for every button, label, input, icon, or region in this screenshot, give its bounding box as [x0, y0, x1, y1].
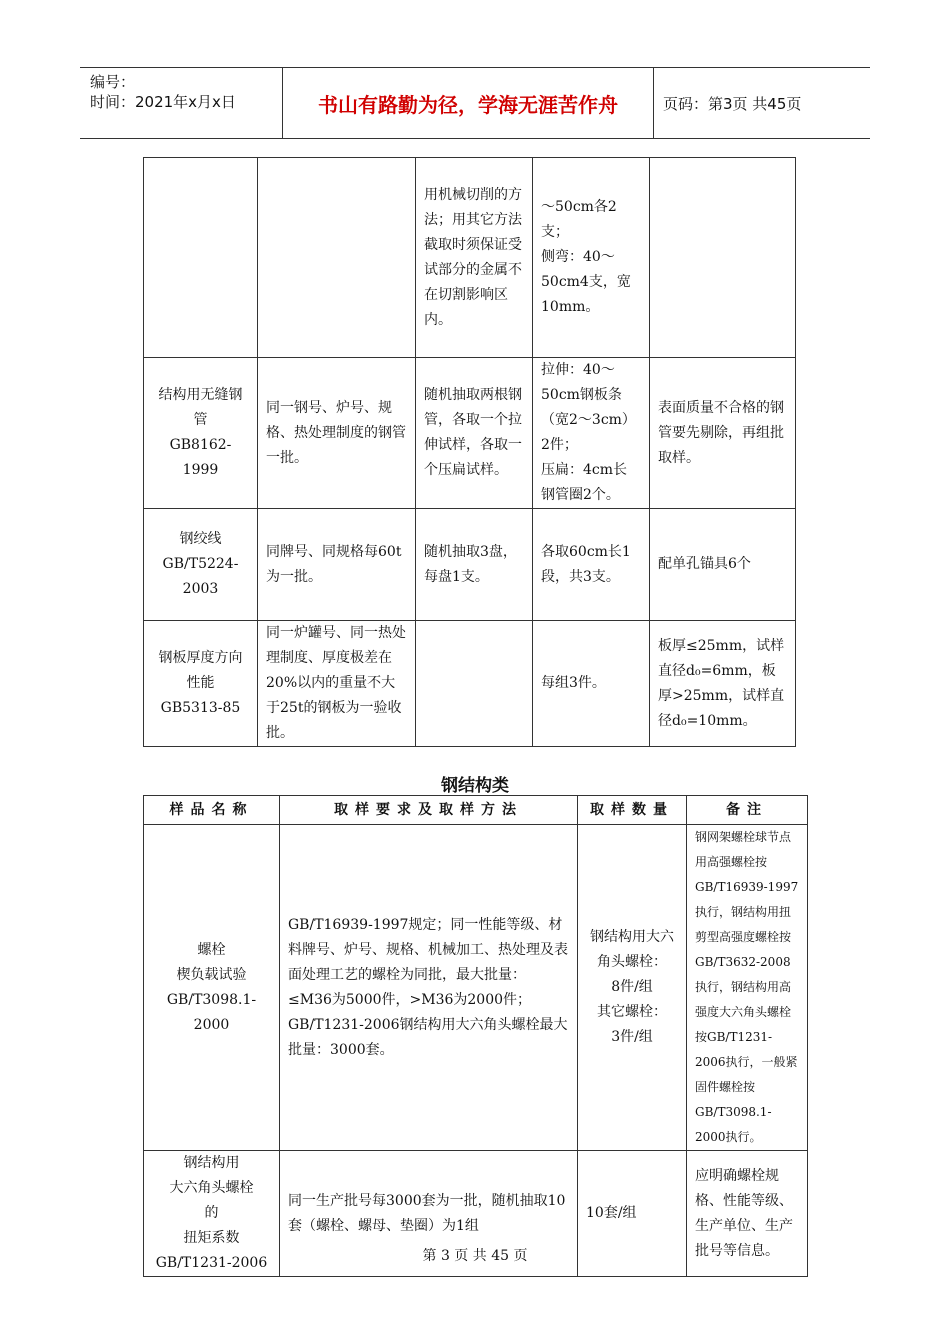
header-meta [80, 68, 282, 138]
page-header [80, 67, 870, 139]
section-title: 钢结构类 [441, 776, 509, 796]
sample-name-cell: 钢板厚度方向性能 GB5313-85 [144, 621, 258, 747]
table-row [144, 509, 796, 621]
header-method: 取样要求及取样方法 [280, 796, 578, 825]
sample-name-cell: 钢结构用 大六角头螺栓 的 扭矩系数 GB/T1231-2006 [144, 1151, 280, 1277]
header-motto: 书山有路勤为径，学海无涯苦作舟 [318, 92, 618, 117]
time-label: 时间：2021年x月x日 [90, 93, 236, 111]
note-cell: 钢网架螺栓球节点用高强螺栓按GB/T16939-1997执行，钢结构用扭剪型高强度螺栓按GB/T3632-2008执行，钢结构用高强度大六角头螺栓按GB/T1231-2006执行，一般紧固件螺栓按GB/T3098.1-2000执行。 [687, 825, 808, 1151]
code-label: 编号： [90, 73, 136, 91]
batch-cell: 同一炉罐号、同一热处理制度、厚度极差在20%以内的重量不大于25t的钢板为一验收批。 [258, 621, 416, 747]
table-row [144, 358, 796, 509]
method-cell: 同一生产批号每3000套为一批，随机抽取10套（螺栓、螺母、垫圈）为1组 [280, 1151, 578, 1277]
table-row [144, 825, 808, 1151]
header-note: 备注 [687, 796, 808, 825]
page-footer: 第 3 页 共 45 页 [422, 1248, 528, 1264]
table-row [144, 621, 796, 747]
batch-cell: 同一钢号、炉号、规格、热处理制度的钢管一批。 [258, 358, 416, 509]
note-cell: 板厚≤25mm，试样直径d₀=6mm，板厚>25mm，试样直径d₀=10mm。 [650, 621, 796, 747]
batch-cell: 同牌号、同规格每60t为一批。 [258, 509, 416, 621]
header-sample-name: 样品名称 [144, 796, 280, 825]
header-quantity: 取样数量 [578, 796, 687, 825]
quantity-cell: 10套/组 [578, 1151, 687, 1277]
batch-cell [258, 158, 416, 358]
note-cell: 表面质量不合格的钢管要先剔除，再组批取样。 [650, 358, 796, 509]
note-cell: 配单孔锚具6个 [650, 509, 796, 621]
method-cell: GB/T16939-1997规定；同一性能等级、材料牌号、炉号、规格、机械加工、热处理及表面处理工艺的螺栓为同批，最大批量：≤M36为5000件，>M36为2000件； GB/T1231-2006钢结构用大六角头螺栓最大批量：3000套。 [280, 825, 578, 1151]
sampling-table-continued [143, 157, 796, 747]
table-header-row [144, 796, 808, 825]
table-row [144, 158, 796, 358]
sample-name-cell: 钢绞线 GB/T5224-2003 [144, 509, 258, 621]
method-cell: 用机械切削的方法；用其它方法截取时须保证受试部分的金属不在切割影响区内。 [416, 158, 533, 358]
method-cell: 随机抽取两根钢管，各取一个拉伸试样，各取一个压扁试样。 [416, 358, 533, 509]
sample-name-cell [144, 158, 258, 358]
quantity-cell: 钢结构用大六角头螺栓： 8件/组 其它螺栓： 3件/组 [578, 825, 687, 1151]
method-cell [416, 621, 533, 747]
header-motto-cell [282, 68, 654, 138]
sample-name-cell: 螺栓 楔负载试验 GB/T3098.1-2000 [144, 825, 280, 1151]
quantity-cell: 每组3件。 [533, 621, 650, 747]
header-page-label: 页码：第3页 共45页 [663, 94, 802, 113]
note-cell [650, 158, 796, 358]
quantity-cell: 拉伸：40～50cm钢板条（宽2～3cm）2件； 压扁：4cm长钢管圈2个。 [533, 358, 650, 509]
sample-name-cell: 结构用无缝钢管 GB8162-1999 [144, 358, 258, 509]
steel-structure-table [143, 795, 808, 1277]
note-cell: 应明确螺栓规格、性能等级、生产单位、生产批号等信息。 [687, 1151, 808, 1277]
quantity-cell: 各取60cm长1段，共3支。 [533, 509, 650, 621]
quantity-cell: ～50cm各2支； 侧弯：40～50cm4支，宽10mm。 [533, 158, 650, 358]
method-cell: 随机抽取3盘，每盘1支。 [416, 509, 533, 621]
